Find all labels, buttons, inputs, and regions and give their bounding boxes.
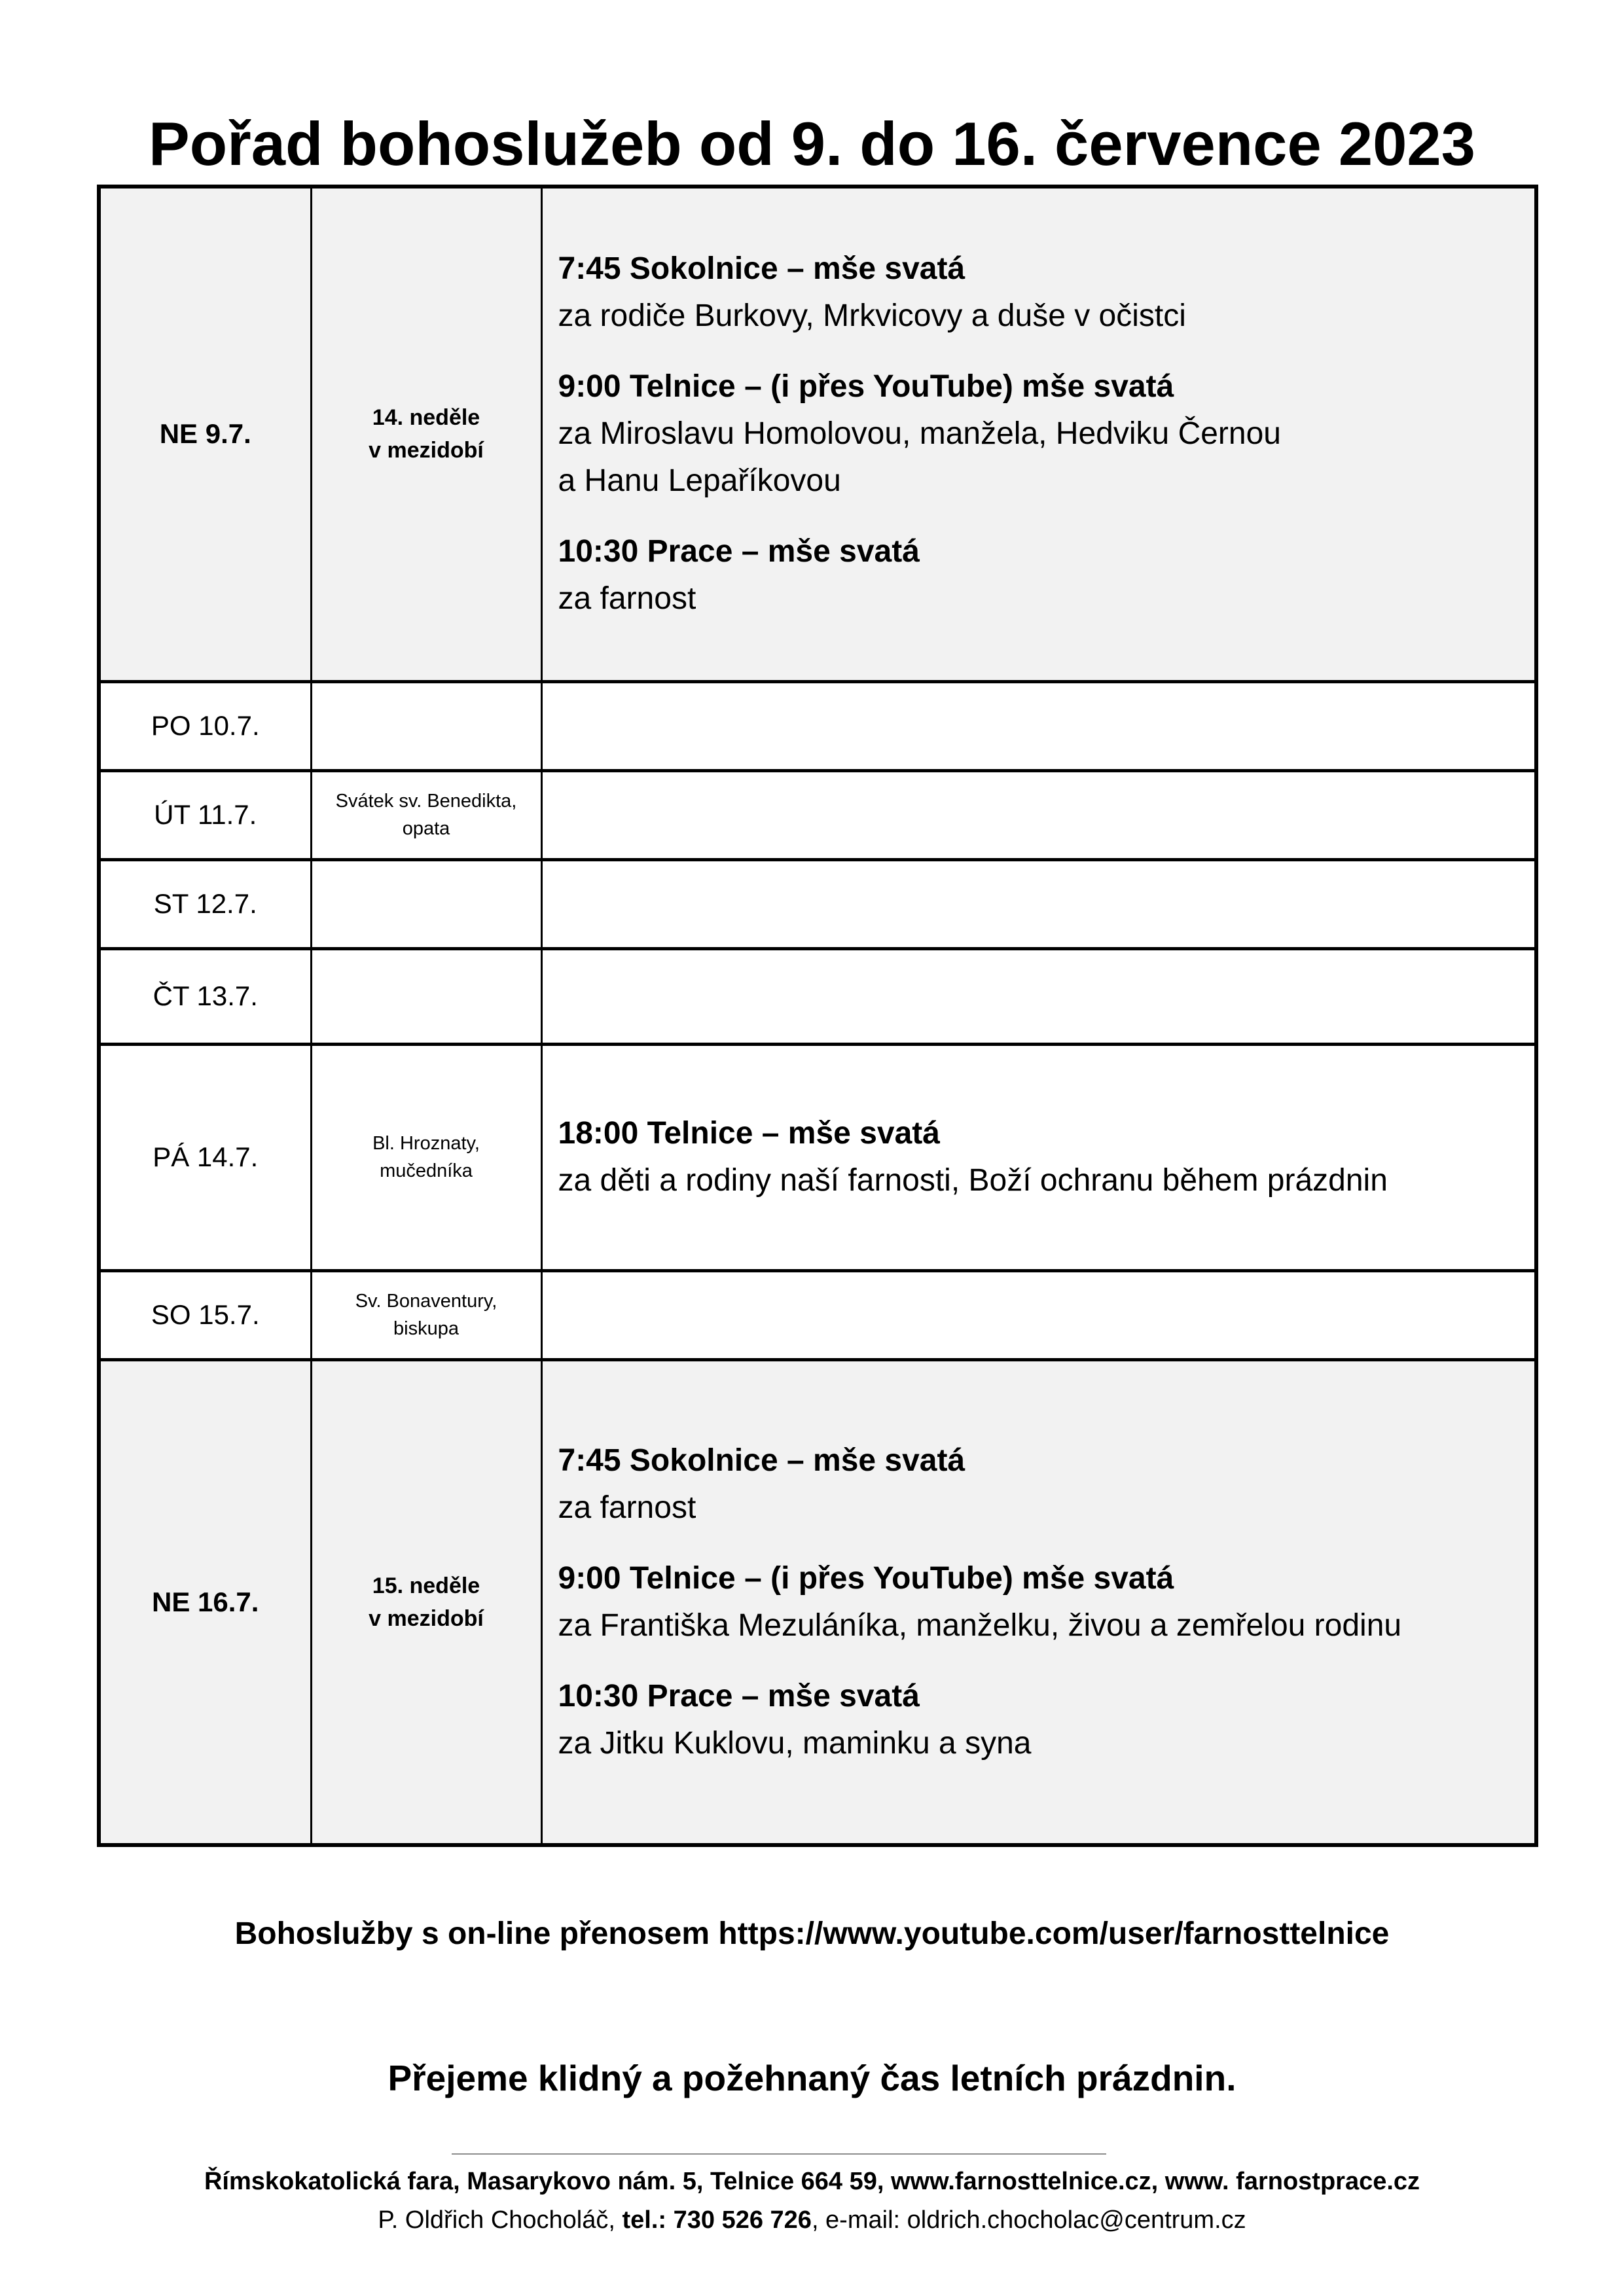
feast-line: Svátek sv. Benedikta, [335, 791, 517, 812]
feast-cell [311, 681, 541, 770]
day-cell: SO 15.7. [99, 1270, 311, 1359]
services-cell [541, 859, 1536, 948]
feast-line: mučedníka [380, 1160, 473, 1181]
service-intent: za farnost [558, 581, 696, 617]
services-cell [541, 948, 1536, 1044]
feast-cell [311, 770, 541, 859]
feast-line: biskupa [393, 1318, 459, 1339]
table-row [99, 681, 1536, 770]
service-head: 7:45 Sokolnice – mše svatá [558, 1443, 965, 1478]
parish-address: Římskokatolická fara, Masarykovo nám. 5, Telnice 664 59, www.farnosttelnice.cz, www. farnostprace.cz [204, 2168, 1420, 2195]
service-head: 10:30 Prace – mše svatá [558, 1678, 920, 1713]
service-entry [558, 1673, 1535, 1767]
feast-cell [311, 859, 541, 948]
email-address: , e-mail: oldrich.chocholac@centrum.cz [811, 2206, 1246, 2234]
service-entry [558, 363, 1535, 505]
priest-name: P. Oldřich Chocholáč, [378, 2206, 623, 2234]
feast-line: 14. neděle [372, 405, 480, 431]
services-cell [541, 187, 1536, 681]
feast-line: v mezidobí [369, 438, 484, 463]
service-entry [558, 245, 1535, 340]
service-entry [558, 1555, 1535, 1649]
feast-cell [311, 1044, 541, 1270]
service-intent: za děti a rodiny naší farnosti, Boží ochranu během prázdnin [558, 1163, 1388, 1198]
table-row [99, 187, 1536, 681]
feast-line: Sv. Bonaventury, [355, 1291, 497, 1312]
day-cell: PO 10.7. [99, 681, 311, 770]
schedule-table [97, 185, 1538, 1847]
service-head: 7:45 Sokolnice – mše svatá [558, 251, 965, 287]
feast-cell [311, 1270, 541, 1359]
service-head: 9:00 Telnice – (i přes YouTube) mše svatá [558, 369, 1174, 404]
table-row [99, 948, 1536, 1044]
feast-cell [311, 187, 541, 681]
service-intent: za Františka Mezuláníka, manželku, živou a zemřelou rodinu [558, 1607, 1402, 1643]
page-title: Pořad bohoslužeb od 9. do 16. července 2023 [149, 109, 1475, 178]
feast-line: v mezidobí [369, 1605, 484, 1631]
table-row [99, 1044, 1536, 1270]
table-row [99, 770, 1536, 859]
services-cell [541, 1270, 1536, 1359]
table-row [99, 859, 1536, 948]
service-entry [558, 1437, 1535, 1532]
feast-cell [311, 948, 541, 1044]
service-intent: za Miroslavu Homolovou, manžela, Hedviku Černou a Hanu Lepaříkovou [558, 416, 1281, 499]
day-cell: NE 9.7. [99, 187, 311, 681]
service-head: 9:00 Telnice – (i přes YouTube) mše svatá [558, 1560, 1174, 1596]
holiday-wish: Přejeme klidný a požehnaný čas letních prázdnin. [388, 2058, 1236, 2098]
services-cell [541, 1359, 1536, 1845]
service-entry [558, 1110, 1535, 1204]
services-cell [541, 770, 1536, 859]
service-intent: za farnost [558, 1490, 696, 1525]
day-cell: ÚT 11.7. [99, 770, 311, 859]
contact-line [0, 2202, 1624, 2238]
service-intent: za Jitku Kuklovu, maminku a syna [558, 1725, 1032, 1761]
feast-line: 15. neděle [372, 1573, 480, 1598]
day-cell: ST 12.7. [99, 859, 311, 948]
footer-divider [452, 2153, 1106, 2155]
phone-number: tel.: 730 526 726 [622, 2206, 812, 2234]
service-intent: za rodiče Burkovy, Mrkvicovy a duše v očistci [558, 298, 1186, 334]
day-cell: PÁ 14.7. [99, 1044, 311, 1270]
service-entry [558, 528, 1535, 622]
table-row [99, 1359, 1536, 1845]
service-head: 18:00 Telnice – mše svatá [558, 1116, 940, 1151]
day-cell: ČT 13.7. [99, 948, 311, 1044]
services-cell [541, 681, 1536, 770]
services-cell [541, 1044, 1536, 1270]
feast-cell [311, 1359, 541, 1845]
day-cell: NE 16.7. [99, 1359, 311, 1845]
service-head: 10:30 Prace – mše svatá [558, 534, 920, 569]
feast-line: opata [402, 818, 450, 839]
feast-line: Bl. Hroznaty, [372, 1133, 480, 1154]
online-broadcast-note: Bohoslužby s on-line přenosem https://www.youtube.com/user/farnosttelnice [234, 1916, 1390, 1951]
table-row [99, 1270, 1536, 1359]
